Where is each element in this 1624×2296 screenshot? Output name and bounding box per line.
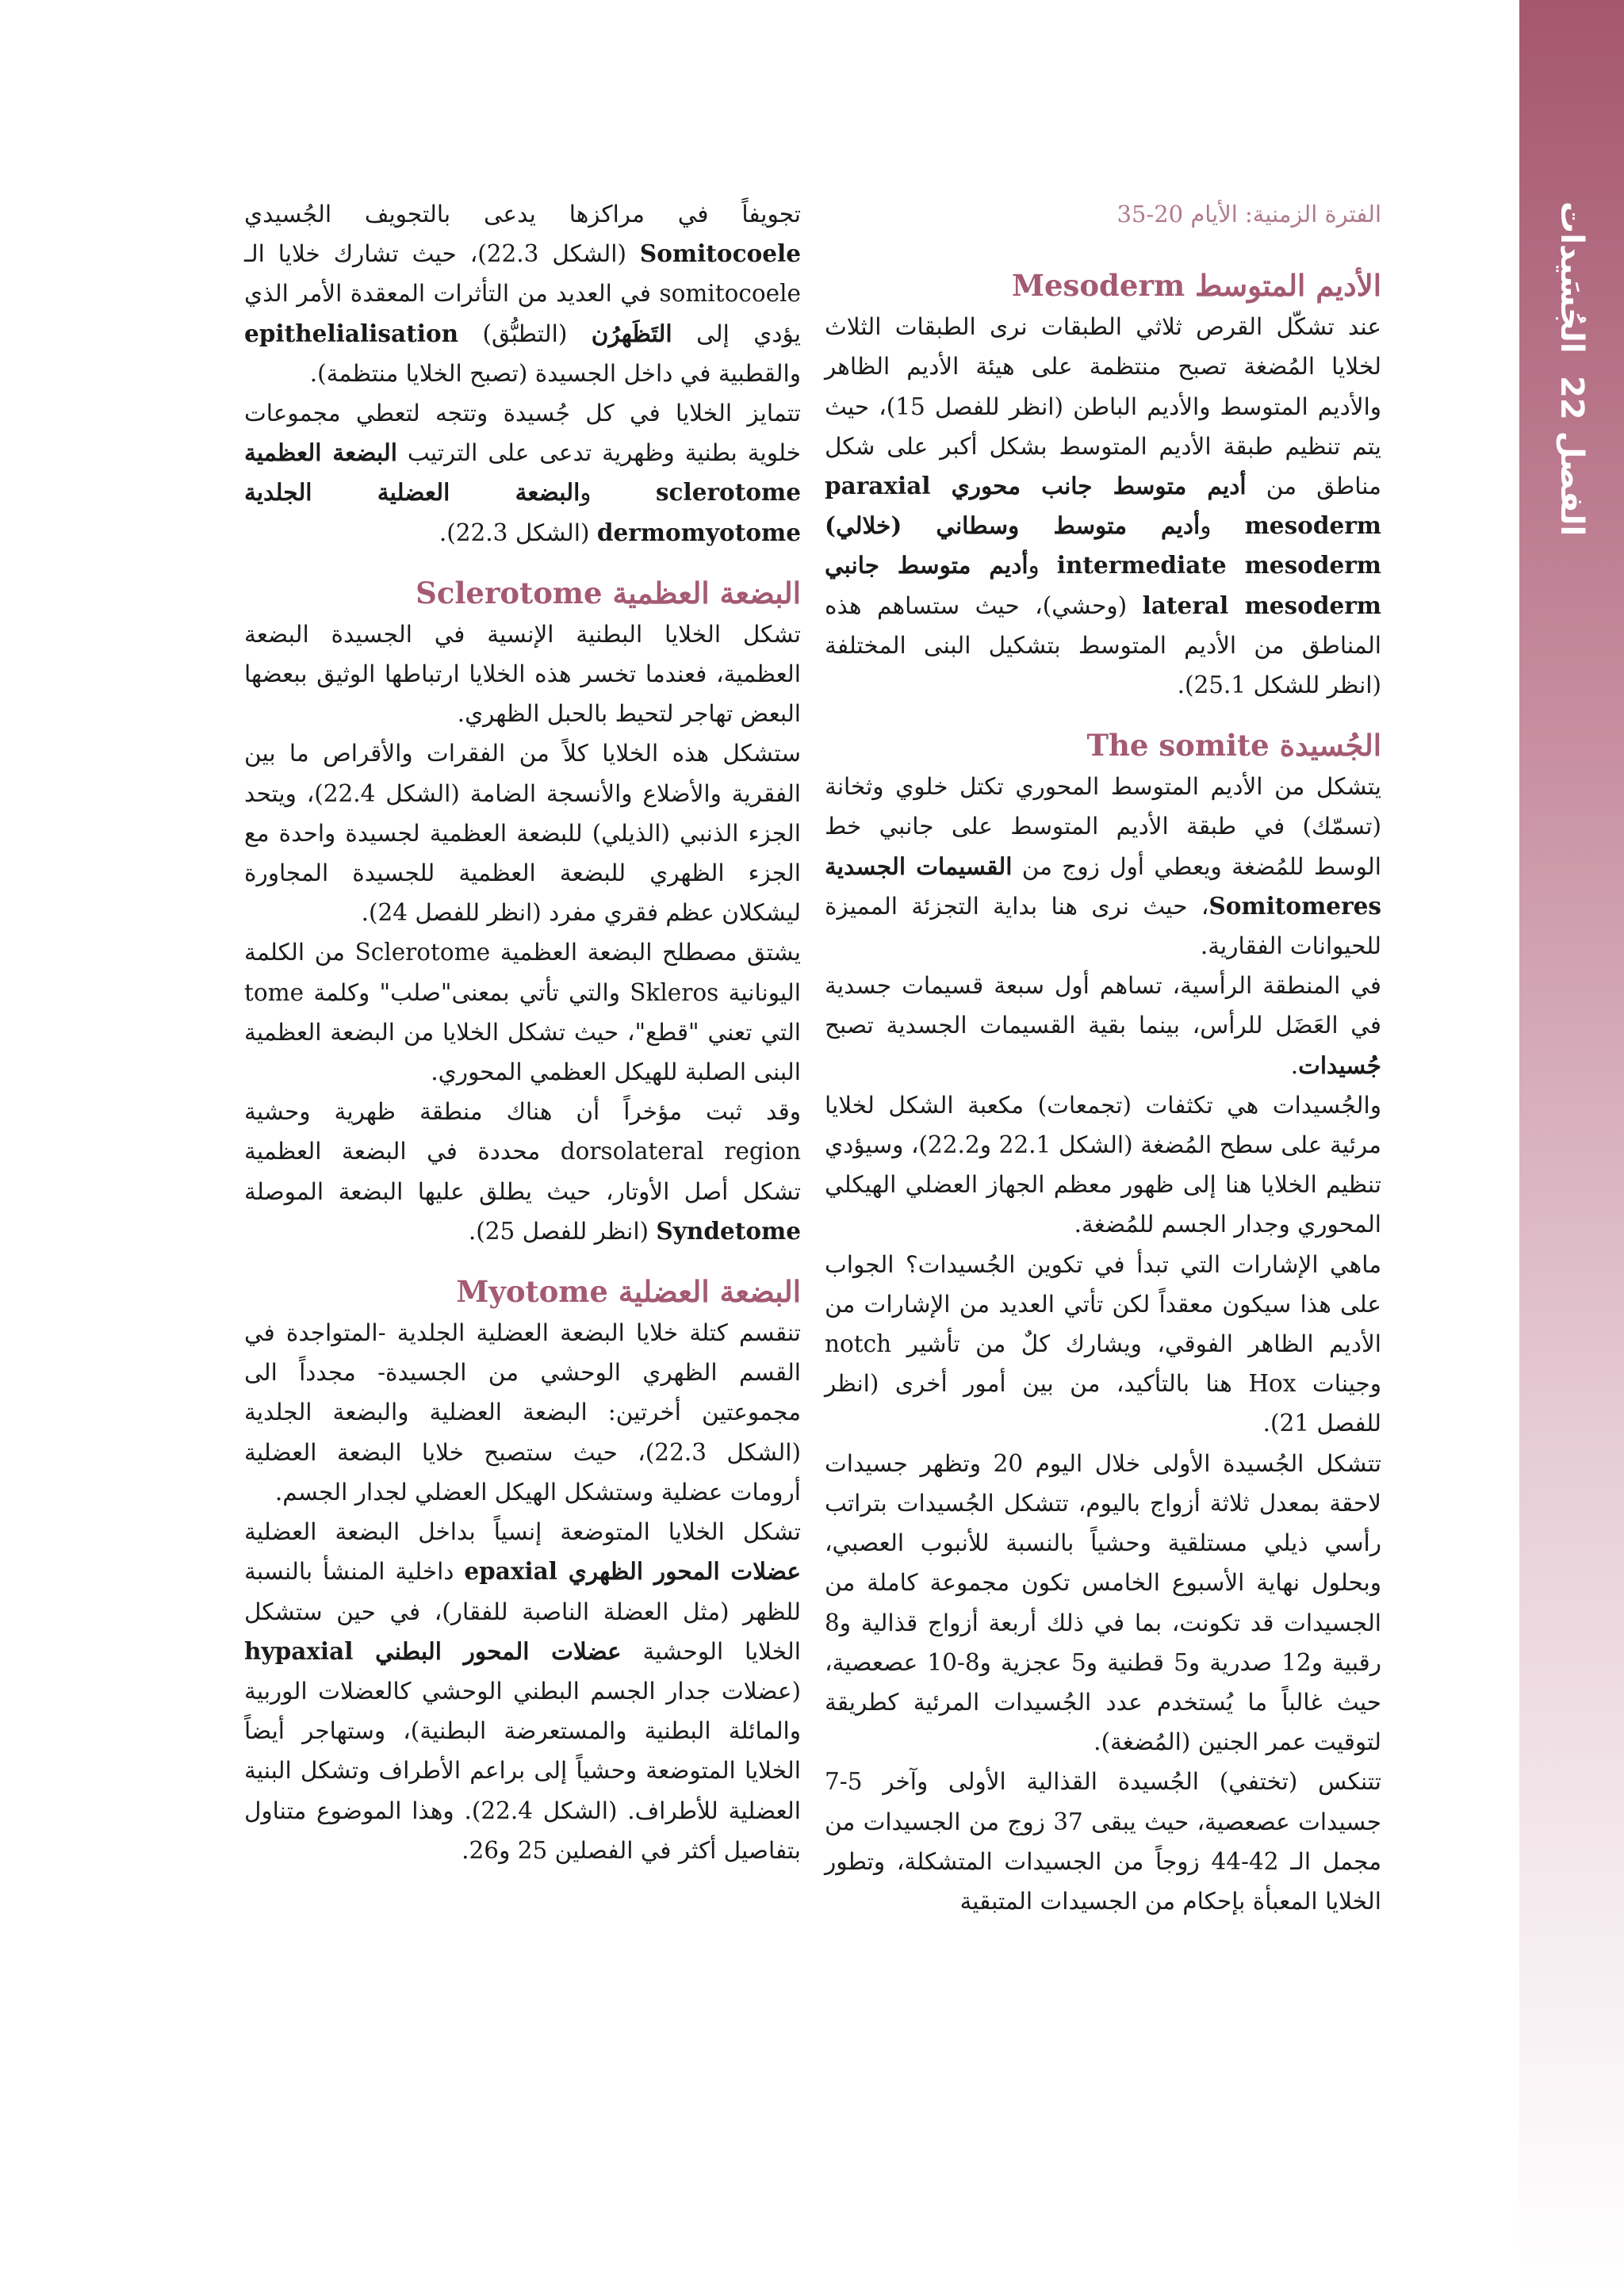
- myotome-paragraph: تنقسم كتلة خلايا البضعة العضلية الجلدية -المتواجدة في القسم الظهري الوحشي من الجسيدة- مجدداً الى مجموعتين أخرتين: البضعة العضلية والبضعة الجلدية (الشكل 22.3)، حيث ستصبح خلايا البضعة العضلية أرومات عضلية وستشكل الهيكل العضلي لجدار الجسم.: [244, 1319, 801, 1506]
- differentiation-paragraph: [244, 393, 801, 553]
- sclerotome-paragraph: ستشكل هذه الخلايا كلاً من الفقرات والأقراص ما بين الفقرية والأضلاع والأنسجة الضامة (الشكل 22.4)، ويتحد الجزء الذنبي (الذيلي) للبضعة العظمية لجسيدة واحدة مع الجزء الظهري للبضعة العظمية للجسيدة المجاورة ليشكلان عظم فقري مفرد (انظر للفصل 24).: [244, 740, 802, 927]
- heading-myotome: [244, 1270, 801, 1313]
- text-run: .: [1290, 1051, 1299, 1079]
- heading-somite-ar: الجُسيدة: [1279, 728, 1381, 763]
- text-run: (الشكل 22.3).: [439, 519, 597, 546]
- heading-sclerotome-ar: البضعة العظمية: [612, 575, 801, 610]
- text-run: داخلية المنشأ بالنسبة للظهر (مثل العضلة الناصبة للفقار)، في حين ستشكل الخلايا الوحشية: [244, 1558, 801, 1665]
- myotome-paragraph: [244, 1512, 801, 1870]
- somitocoele-paragraph: [244, 194, 801, 393]
- right-column: [825, 194, 1381, 1921]
- somite-paragraph: تتشكل الجُسيدة الأولى خلال اليوم 20 وتظهر جسيدات لاحقة بمعدل ثلاثة أزواج باليوم، تتشكل الجُسيدات بتراتب رأسي ذيلي مستلقية وحشياً بالنسبة للأنبوب العصبي، وبحلول نهاية الأسبوع الخامس تكون مجموعة كاملة من الجسيدات قد تكونت، بما في ذلك أربعة أزواج قذالية و8 رقبية و12 صدرية و5 قطنية و5 عجزية و8-10 عصعصية، حيث غالباً ما يُستخدم عدد الجُسيدات المرئية كطريقة لتوقيت عمر الجنين (المُضغة).: [825, 1449, 1381, 1756]
- text-run: عند تشكّل القرص ثلاثي الطبقات نرى الطبقات الثلاث لخلايا المُضغة تصبح منتظمة على هيئة الأديم الظاهر والأديم المتوسط والأديم الباطن (انظر للفصل 15)، حيث يتم تنظيم طبقة الأديم المتوسط بشكل أكبر على شكل مناطق من: [825, 313, 1382, 500]
- somite-paragraph: تتنكس (تختفي) الجُسيدة القذالية الأولى وآخر 5-7 جسيدات عصعصية، حيث يبقى 37 زوج من الجسيدات من مجمل الـ 42-44 زوجاً من الجسيدات المتشكلة، وتطور الخلايا المعبأة بإحكام من الجسيدات المتبقية: [825, 1768, 1381, 1915]
- text-run: و: [580, 479, 656, 507]
- time-period: الفترة الزمنية: الأيام 20-35: [1116, 201, 1381, 228]
- heading-mesoderm-en: Mesoderm: [1012, 268, 1185, 304]
- term-hypaxial: عضلات المحور البطني hypaxial: [244, 1636, 622, 1665]
- heading-somite: [825, 724, 1381, 767]
- text-run: يتشكل من الأديم المتوسط المحوري تكتل خلوي وثخانة (تسمّك) في طبقة الأديم المتوسط على جانبي خط الوسط للمُضغة ويعطي أول زوج من: [825, 773, 1381, 880]
- heading-sclerotome: [244, 572, 801, 614]
- term-intermediate-mesoderm: أديم متوسط وسطاني (خلالي) intermediate mesoderm: [825, 511, 1382, 580]
- text-run: وقد ثبت مؤخراً أن هناك منطقة ظهرية وحشية dorsolateral region محددة في البضعة العظمية تشكل أصل الأوتار، حيث يطلق عليها البضعة الموصلة: [244, 1098, 801, 1205]
- term-epithelialisation: epithelialisation: [244, 319, 459, 347]
- term-somitocoele: Somitocoele: [639, 239, 801, 268]
- text-run: تجويفاً في مراكزها يدعى بالتجويف الجُسيدي: [244, 201, 801, 228]
- text-run: تشكل الخلايا المتوضعة إنسياً بداخل البضعة العضلية: [244, 1518, 801, 1546]
- term-syndetome: Syndetome: [656, 1216, 801, 1245]
- term-lateral-mesoderm: أديم متوسط جانبي lateral mesoderm: [825, 551, 1381, 619]
- term-dermomyotome: البضعة العضلية الجلدية dermomyotome: [244, 478, 801, 546]
- text-run: (التطبُّق): [458, 320, 592, 347]
- heading-mesoderm: [825, 264, 1381, 307]
- term-epithelialisation-ar: التَظَهرُن: [591, 319, 672, 347]
- term-paraxial-mesoderm: أديم متوسط جانب محوري paraxial mesoderm: [825, 472, 1382, 540]
- somite-paragraph: ماهي الإشارات التي تبدأ في تكوين الجُسيدات؟ الجواب على هذا سيكون معقداً لكن تأتي العديد من الإشارات من الأديم الظاهر الفوقي، ويشارك كلٌ من تأشير notch وجينات Hox هنا بالتأكيد، من بين أمور أخرى (انظر للفصل 21).: [825, 1250, 1381, 1437]
- chapter-title: الجُسَيدات: [1553, 201, 1590, 354]
- heading-myotome-ar: البضعة العضلية: [618, 1274, 801, 1310]
- text-run: و: [1200, 512, 1245, 540]
- left-column: [244, 194, 801, 1870]
- somite-paragraph: [825, 966, 1381, 1085]
- sclerotome-paragraph: تشكل الخلايا البطنية الإنسية في الجسيدة البضعة العظمية، فعندما تخسر هذه الخلايا ارتباطها الوثيق ببعضها البعض تهاجر لتحيط بالحبل الظهري.: [244, 620, 801, 728]
- term-somites: جُسيدات: [1298, 1050, 1381, 1079]
- text-run: تتمايز الخلايا في كل جُسيدة وتتجه لتعطي مجموعات خلوية بطنية وظهرية تدعى على الترتيب: [244, 400, 801, 467]
- text-run: (الشكل 22.3)، حيث تشارك خلايا الـ somitocoele في العديد من التأثرات المعقدة الأمر الذي يؤدي إلى: [244, 240, 801, 347]
- somite-paragraph: [825, 767, 1381, 966]
- term-epaxial: عضلات المحور الظهري epaxial: [464, 1557, 801, 1586]
- text-run: (عضلات جدار الجسم البطني الوحشي كالعضلات الوربية والمائلة البطنية والمستعرضة البطنية)، وستهاجر أيضاً الخلايا المتوضعة وحشياً إلى براعم الأطراف وتشكل البنية العضلية للأطراف. (الشكل 22.4). وهذا الموضوع متناول بتفاصيل أكثر في الفصلين 25 و26.: [244, 1677, 801, 1864]
- text-run: (وحشي)، حيث ستساهم هذه المناطق من الأديم المتوسط بتشكيل البنى المختلفة (انظر للشكل 25.1).: [825, 591, 1381, 699]
- term-sclerotome: البضعة العظمية sclerotome: [244, 438, 802, 507]
- sclerotome-paragraph: يشتق مصطلح البضعة العظمية Sclerotome من الكلمة اليونانية Skleros والتي تأتي بمعنى"صلب" وكلمة tome التي تعني "قطع"، حيث تشكل الخلايا من البضعة العظمية البنى الصلبة للهيكل العظمي المحوري.: [244, 939, 801, 1086]
- mesoderm-paragraph: [825, 307, 1381, 705]
- term-somitomeres: القسيمات الجسدية Somitomeres: [825, 851, 1381, 920]
- text-run: و: [1028, 552, 1057, 580]
- text-run: والقطبية في داخل الجسيدة (تصبح الخلايا منتظمة).: [309, 359, 801, 387]
- heading-somite-en: The somite: [1086, 728, 1270, 763]
- text-run: ، حيث نرى هنا بداية التجزئة المميزة للحيوانات الفقارية.: [825, 892, 1381, 960]
- chapter-label: الفصل 22: [1553, 375, 1590, 536]
- text-run: في المنطقة الرأسية، تساهم أول سبعة قسيمات جسدية في العَضَل للرأس، بينما بقية القسيمات الجسدية تصبح: [825, 972, 1381, 1039]
- somite-paragraph: والجُسيدات هي تكثفات (تجمعات) مكعبة الشكل لخلايا مرئية على سطح المُضغة (الشكل 22.1 و22.2)، وسيؤدي تنظيم الخلايا هنا إلى ظهور معظم الجهاز العضلي الهيكلي المحوري وجدار الجسم للمُضغة.: [825, 1091, 1381, 1238]
- heading-sclerotome-en: Sclerotome: [416, 575, 603, 610]
- text-run: (انظر للفصل 25).: [468, 1217, 657, 1245]
- sclerotome-paragraph: [244, 1092, 801, 1251]
- chapter-side-tab: [1513, 201, 1624, 536]
- heading-mesoderm-ar: الأديم المتوسط: [1194, 268, 1381, 304]
- heading-myotome-en: Myotome: [456, 1274, 608, 1310]
